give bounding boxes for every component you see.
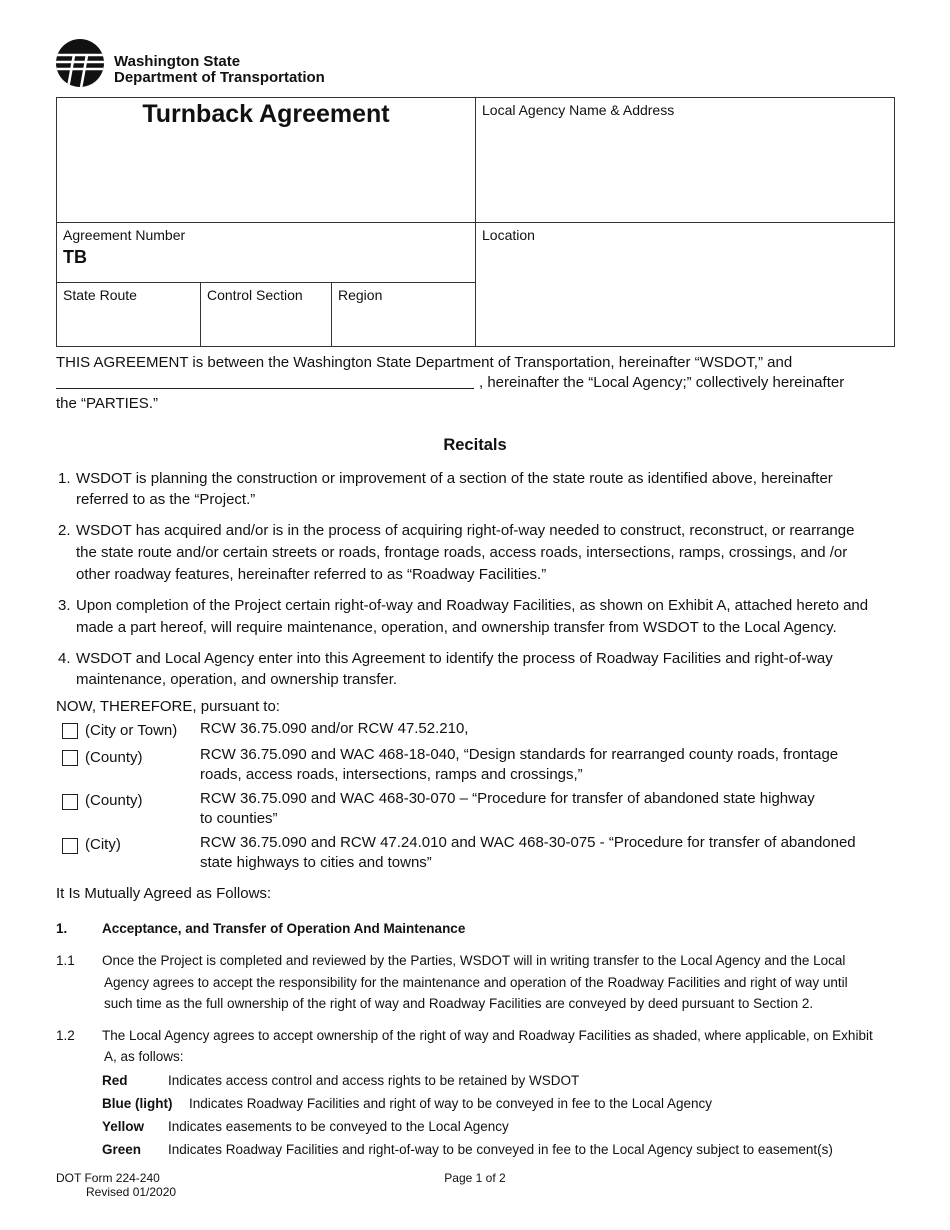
clause-text: Agency agrees to accept the responsibility for the maintenance and operation of the Roadway Facilities and right of way until [104, 975, 848, 990]
option-label: (City or Town) [85, 722, 178, 739]
agreed-lead: It Is Mutually Agreed as Follows: [56, 885, 272, 902]
clause-number: 1.2 [56, 1028, 75, 1043]
clause-text: Once the Project is completed and reviewed by the Parties, WSDOT will in writing transfer to the Local Agency and the Local [102, 953, 846, 968]
state-route-label: State Route [63, 287, 137, 303]
color-name: Red [102, 1073, 128, 1088]
color-desc: Indicates Roadway Facilities and right of way to be conveyed in fee to the Local Agency [189, 1096, 713, 1111]
region-label: Region [338, 287, 383, 303]
org-name-line2: Department of Transportation [114, 69, 325, 86]
form-number: DOT Form 224-240 [56, 1171, 160, 1185]
color-name: Green [102, 1142, 142, 1157]
region-cell[interactable] [331, 282, 476, 347]
state-route-cell[interactable] [56, 282, 201, 347]
clause-number: 1.1 [56, 953, 75, 968]
form-title: Turnback Agreement [142, 100, 390, 128]
option-text: roads, access roads, intersections, ramps and crossings,” [200, 766, 583, 783]
local-agency-blank-field[interactable] [56, 388, 474, 389]
option-label: (City) [85, 836, 121, 853]
agreement-number-cell[interactable] [56, 222, 476, 283]
color-desc: Indicates Roadway Facilities and right-of-way to be conveyed in fee to the Local Agency subject to easement(s) [168, 1142, 833, 1157]
option-text: RCW 36.75.090 and WAC 468-30-070 – “Procedure for transfer of abandoned state highway [200, 790, 815, 807]
title-cell [56, 97, 476, 223]
clause-text: such time as the full ownership of the right of way and Roadway Facilities are conveyed by deed pursuant to Section 2. [104, 996, 814, 1011]
local-agency-cell[interactable] [475, 97, 895, 223]
option-text: RCW 36.75.090 and RCW 47.24.010 and WAC 468-30-075 - “Procedure for transfer of abandoned [200, 834, 856, 851]
agreement-number-value: TB [63, 247, 87, 267]
clause-text: The Local Agency agrees to accept ownership of the right of way and Roadway Facilities as shaded, where applicable, on Exhibit [102, 1028, 873, 1043]
section-title: Acceptance, and Transfer of Operation And Maintenance [102, 921, 466, 936]
option-label: (County) [85, 749, 143, 766]
color-desc: Indicates easements to be conveyed to the Local Agency [168, 1119, 509, 1134]
local-agency-label: Local Agency Name & Address [482, 102, 675, 118]
wsdot-logo-icon [55, 38, 105, 88]
agreement-number-label: Agreement Number [63, 227, 186, 243]
color-desc: Indicates access control and access rights to be retained by WSDOT [168, 1073, 580, 1088]
option-text: to counties” [200, 810, 278, 827]
intro-line2: , hereinafter the “Local Agency;” collectively hereinafter [479, 374, 845, 391]
location-cell[interactable] [475, 222, 895, 347]
clause-text: A, as follows: [104, 1049, 184, 1064]
control-section-cell[interactable] [200, 282, 332, 347]
color-name: Yellow [102, 1119, 145, 1134]
checkbox-city-or-town[interactable] [62, 723, 78, 739]
page-number: Page 1 of 2 [444, 1171, 506, 1185]
checkbox-county-2[interactable] [62, 794, 78, 810]
intro-line1: THIS AGREEMENT is between the Washington State Department of Transportation, hereinafter “WSDOT,” and [56, 354, 793, 371]
section-number: 1. [56, 921, 68, 936]
recitals-heading: Recitals [443, 436, 507, 454]
pursuant-lead: NOW, THEREFORE, pursuant to: [56, 698, 280, 715]
color-name: Blue (light) [102, 1096, 173, 1111]
option-text: RCW 36.75.090 and WAC 468-18-040, “Design standards for rearranged county roads, frontage [200, 746, 839, 763]
option-text: RCW 36.75.090 and/or RCW 47.52.210, [200, 720, 469, 737]
checkbox-county-1[interactable] [62, 750, 78, 766]
option-label: (County) [85, 792, 143, 809]
org-name-line1: Washington State [114, 53, 241, 70]
revised-date: Revised 01/2020 [86, 1185, 177, 1199]
location-label: Location [482, 227, 535, 243]
checkbox-city[interactable] [62, 838, 78, 854]
option-text: state highways to cities and towns” [200, 854, 432, 871]
control-section-label: Control Section [207, 287, 303, 303]
intro-line3: the “PARTIES.” [56, 395, 158, 412]
